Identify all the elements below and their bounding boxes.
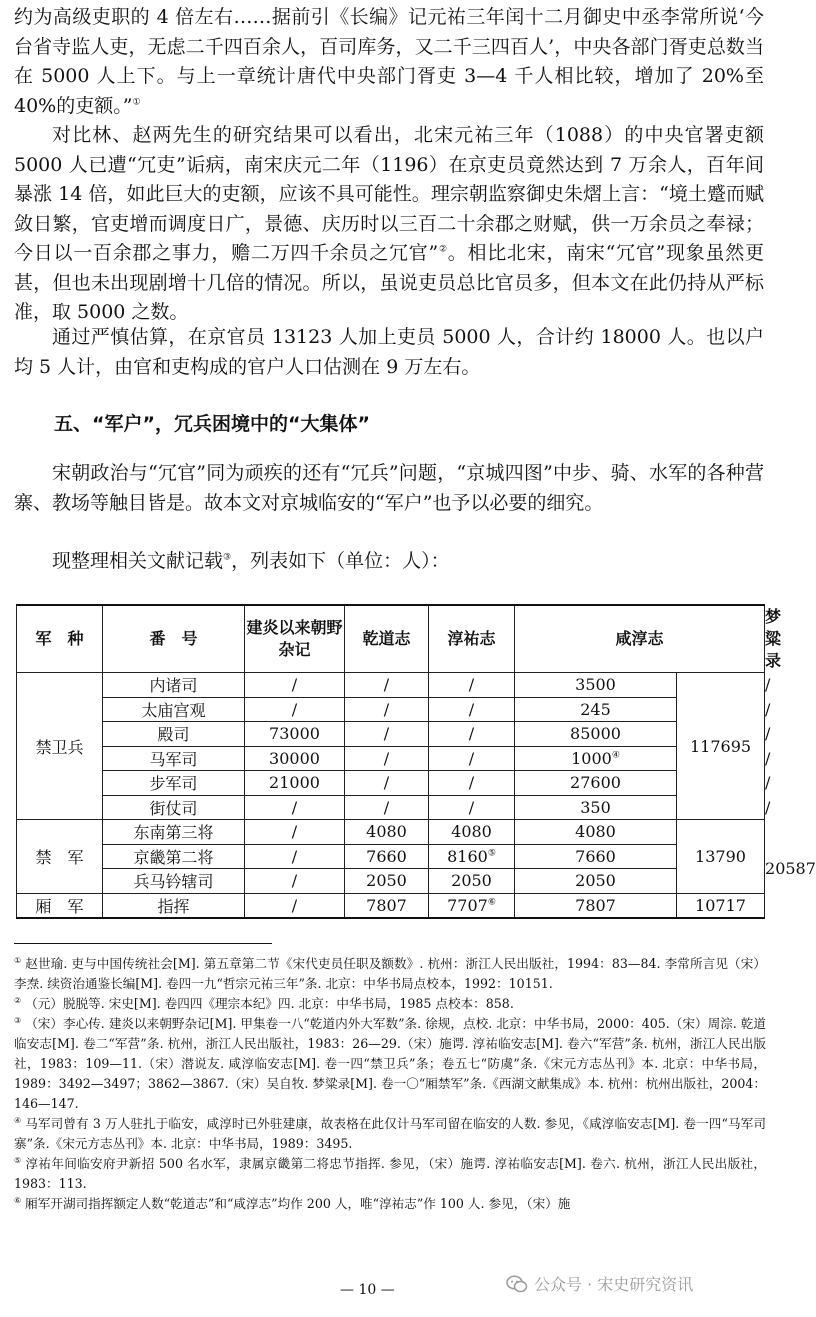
value-cell: 7660	[345, 844, 429, 869]
value-cell: /	[245, 844, 345, 869]
value-cell: 2050	[345, 869, 429, 894]
value-cell: 2050	[515, 869, 677, 894]
value-cell: 2050	[429, 869, 515, 894]
footnote-text: 马军司曾有 3 万人驻扎于临安，咸淳时已外驻建康，故表格在此仅计马军司留在临安的人数. 参见，《咸淳临安志[M]. 卷一四“马军司寨”条.《宋元方志丛刊》本. 北京：中华书局，1989：3495.	[14, 1116, 766, 1151]
watermark-text: 公众号 · 宋史研究资讯	[534, 1275, 694, 1294]
value-text: 7707	[447, 895, 488, 915]
table-row	[17, 844, 765, 869]
value-cell: /	[429, 746, 515, 771]
value-cell: /	[429, 673, 515, 698]
table-row: 步军司 21000 / / 27600 /	[17, 771, 765, 796]
paragraph-text: 通过严慎估算，在京官员 13123 人加上吏员 5000 人，合计约 18000 人。也以户均 5 人计，由官和吏构成的官户人口估测在 9 万左右。	[14, 326, 764, 378]
group-cell: 禁 军	[17, 820, 103, 894]
unit-cell: 马军司	[103, 746, 245, 771]
paragraph-text: 现整理相关文献记载	[52, 550, 224, 572]
unit-cell: 内诸司	[103, 673, 245, 698]
footnote-text: 厢军开湖司指挥额定人数“乾道志”和“咸淳志”均作 200 人，唯“淳祐志”作 100 人. 参见，（宋）施	[25, 1196, 571, 1211]
value-cell: /	[429, 722, 515, 747]
value-cell: /	[245, 820, 345, 845]
group-cell: 禁卫兵	[17, 673, 103, 820]
footnote	[14, 954, 766, 994]
header-cell: 淳祐志	[429, 605, 515, 673]
paragraph-table-lead	[14, 547, 764, 577]
value-cell: 350	[515, 795, 677, 820]
section-heading: 五、“军户”，冗兵困境中的“大集体”	[54, 413, 370, 435]
footnote	[14, 994, 766, 1014]
footnote-text: 赵世瑜. 吏与中国传统社会[M]. 第五章第二节《宋代吏员任职及额数》. 杭州：浙江人民出版社，1994：83—84. 李常所言见（宋）李焘. 续资治通鉴长编[M]. 卷四一九“哲宗元祐三年”条. 北京：中华书局点校本，1992：10151.	[14, 956, 766, 991]
value-cell: 245	[515, 697, 677, 722]
wechat-icon	[506, 1275, 528, 1293]
paragraph-text: ，列表如下（单位：人）：	[231, 550, 450, 572]
footnote-ref: ④	[611, 750, 620, 761]
paragraph-text: 宋朝政治与“冗官”同为顽疾的还有“冗兵”问题，“京城四图”中步、骑、水军的各种营寨、教场等触目皆是。故本文对京城临安的“军户”也予以必要的细究。	[14, 462, 764, 514]
unit-cell: 街仗司	[103, 795, 245, 820]
footnote-ref: ①	[132, 97, 141, 108]
paragraph-quote-end	[14, 3, 764, 121]
footnote-mark: ③	[14, 1015, 22, 1025]
value-cell: /	[345, 771, 429, 796]
unit-cell: 指挥	[103, 893, 245, 918]
value-cell: 7660	[515, 844, 677, 869]
unit-cell: 兵马钤辖司	[103, 869, 245, 894]
footnote	[14, 1154, 766, 1194]
page-number: — 10 —	[340, 1282, 395, 1298]
footnote-mark: ⑤	[14, 1155, 22, 1165]
unit-cell: 步军司	[103, 771, 245, 796]
value-cell: 73000	[245, 722, 345, 747]
total-cell: 117695	[677, 673, 765, 820]
footnote-ref: ⑤	[487, 848, 496, 859]
watermark	[506, 1272, 693, 1295]
value-cell: /	[245, 893, 345, 918]
value-cell: /	[245, 869, 345, 894]
footnote	[14, 1114, 766, 1154]
value-text: 8160	[447, 846, 488, 866]
value-cell: 7807	[515, 893, 677, 918]
group-cell: 厢 军	[17, 893, 103, 918]
paragraph-text: 。相比北宋，南宋“冗官”现象虽然更甚，但也未出现剧增十几倍的情况。所以，虽说吏员总比官员多，但本文在此仍持从严标准，取 5000 之数。	[14, 242, 764, 323]
value-cell: /	[345, 722, 429, 747]
unit-cell: 东南第三将	[103, 820, 245, 845]
value-cell	[515, 746, 677, 771]
value-cell: /	[345, 746, 429, 771]
table-row	[17, 869, 765, 894]
value-cell: /	[429, 697, 515, 722]
header-cell: 番 号	[103, 605, 245, 673]
value-cell: /	[429, 795, 515, 820]
table-row: 马军司 30000 / / 1000④ /	[17, 746, 765, 771]
footnote-divider	[14, 943, 272, 944]
footnote-mark: ②	[14, 995, 22, 1005]
table-row: 禁卫兵 内诸司 / / / 3500 117695 /	[17, 673, 765, 698]
value-cell: /	[345, 795, 429, 820]
footnote-ref: ⑥	[487, 897, 496, 908]
value-cell: 3500	[515, 673, 677, 698]
footnote-ref: ②	[438, 244, 448, 255]
value-cell: /	[245, 697, 345, 722]
table-row: 太庙宫观 / / / 245 /	[17, 697, 765, 722]
paragraph-text: 约为高级吏职的 4 倍左右……据前引《长编》记元祐三年闰十二月御史中丞李常所说‘今台省寺监人吏，无虑二千四百余人，百司库务，又二千三四百人’，中央各部门胥吏总数当在 5000 人上下。与上一章统计唐代中央部门胥吏 3—4 千人相比较，增加了 20%至 40%的吏额。”	[14, 6, 764, 117]
value-cell	[429, 844, 515, 869]
footnote-mark: ④	[14, 1115, 22, 1125]
military-table	[16, 604, 816, 919]
total-cell: 10717	[677, 893, 765, 918]
footnotes	[14, 954, 766, 1214]
unit-cell: 殿司	[103, 722, 245, 747]
value-cell: /	[345, 673, 429, 698]
paragraph-text: 对比林、赵两先生的研究结果可以看出，北宋元祐三年（1088）的中央官署吏额 5000 人已遭“冗吏”诟病，南宋庆元二年（1196）在京吏员竟然达到 7 万余人，百年间暴涨 14 倍，如此巨大的吏额，应该不具可能性。理宗朝监察御史朱熠上言：“境土蹙而赋敛日繁，官吏增而调度日广，景德、庆历时以三百二十余郡之财赋，供一万余员之奉禄；今日以一百余郡之事力，赡二万四千余员之冗官”	[14, 124, 764, 264]
footnote	[14, 1194, 766, 1214]
value-cell	[429, 893, 515, 918]
table-row	[17, 893, 765, 918]
footnote-text: （元）脱脱等. 宋史[M]. 卷四四《理宗本纪》四. 北京：中华书局，1985 点校本：858.	[25, 996, 514, 1011]
paragraph-comparison	[14, 121, 764, 328]
paragraph-estimate	[14, 323, 764, 382]
value-cell: 85000	[515, 722, 677, 747]
table-header-row: 军 种 番 号 建炎以来朝野杂记 乾道志 淳祐志 咸淳志 梦粱录	[17, 605, 765, 673]
header-cell: 乾道志	[345, 605, 429, 673]
value-cell: 27600	[515, 771, 677, 796]
footnote-mark: ⑥	[14, 1195, 22, 1205]
header-cell: 咸淳志	[515, 605, 765, 673]
table-row: 殿司 73000 / / 85000 /	[17, 722, 765, 747]
value-cell: /	[345, 697, 429, 722]
footnote-mark: ①	[14, 955, 22, 965]
footnote-ref: ③	[223, 552, 232, 563]
footnote	[14, 1014, 766, 1114]
table-row: 街仗司 / / / 350 /	[17, 795, 765, 820]
value-text: 1000	[571, 748, 612, 768]
unit-cell: 太庙宫观	[103, 697, 245, 722]
value-cell: 4080	[345, 820, 429, 845]
value-cell: /	[429, 771, 515, 796]
paragraph-intro	[14, 459, 764, 518]
value-cell: 30000	[245, 746, 345, 771]
header-cell: 建炎以来朝野杂记	[245, 605, 345, 673]
unit-cell: 京畿第二将	[103, 844, 245, 869]
footnote-text: （宋）李心传. 建炎以来朝野杂记[M]. 甲集卷一八“乾道内外大军数”条. 徐规，点校. 北京：中华书局，2000：405.（宋）周淙. 乾道临安志[M]. 卷二“军营”条. 杭州，浙江人民出版社，1983：26—29.（宋）施谔. 淳祐临安志[M]. 卷六“军营”条. 杭州，浙江人民出版社，1983：109—11.（宋）潜说友. 咸淳临安志[M]. 卷一四“禁卫兵”条；卷五七“防虞”条.《宋元方志丛刊》本. 北京：中华书局，1989：3492—3497；3862—3867.（宋）吴自牧. 梦粱录[M]. 卷一〇“厢禁军”条.《西湖文献集成》本. 杭州：杭州出版社，2004：146—147.	[14, 1016, 766, 1111]
table-row: 禁 军 东南第三将 / 4080 4080 4080 13790 20587	[17, 820, 765, 845]
value-cell: 7807	[345, 893, 429, 918]
footnote-text: 淳祐年间临安府尹新招 500 名水军，隶属京畿第二将忠节指挥. 参见，（宋）施谔. 淳祐临安志[M]. 卷六. 杭州，浙江人民出版社，1983：113.	[14, 1156, 767, 1191]
header-cell: 军 种	[17, 605, 103, 673]
value-cell: 4080	[429, 820, 515, 845]
value-cell: 4080	[515, 820, 677, 845]
value-cell: /	[245, 795, 345, 820]
total-cell: 13790	[677, 820, 765, 894]
value-cell: /	[245, 673, 345, 698]
value-cell: 21000	[245, 771, 345, 796]
